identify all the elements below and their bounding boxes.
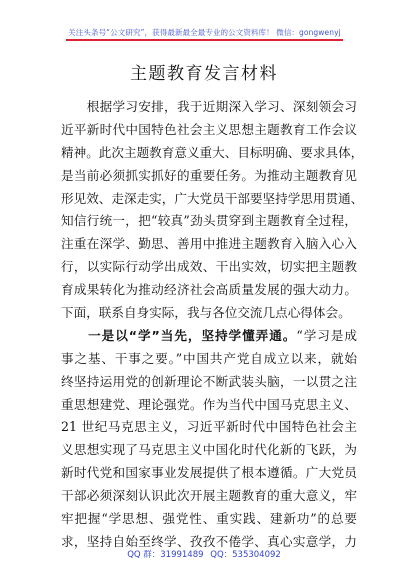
body-line: 重思想建党、理论强党。作为当代中国马克思主义、 bbox=[61, 396, 357, 412]
body-line: 牢把握“学思想、强党性、重实践、建新功”的总要 bbox=[61, 511, 357, 527]
body-line: 知信行统一，把“较真”劲头贯穿到主题教育全过程， bbox=[61, 213, 357, 229]
section-heading-tail: “学习是成 bbox=[296, 327, 357, 343]
document-title: 主题教育发言材料 bbox=[130, 64, 278, 84]
header-banner: 关注头条号“公文研究”，获得最新最全最专业的公文资料库！ 微信：gongwenyj bbox=[66, 26, 343, 40]
body-line: 近平新时代中国特色社会主义思想主题教育工作会议 bbox=[61, 121, 357, 137]
body-line: 事之基、干事之要。”中国共产党自成立以来，就始 bbox=[61, 350, 357, 366]
body-line: 下面，联系自身实际，我与各位交流几点心得体会。 bbox=[61, 305, 351, 321]
body-line: 是当前必须抓实抓好的重要任务。为推动主题教育见 bbox=[61, 167, 357, 183]
footer-qq: QQ：535304092 bbox=[210, 550, 281, 560]
body-line: 精神。此次主题教育意义重大、目标明确、要求具体， bbox=[61, 144, 364, 160]
section-heading-line bbox=[61, 325, 357, 348]
body-line: 21 世纪马克思主义，习近平新时代中国特色社会主 bbox=[61, 419, 357, 435]
body-line: 终坚持运用党的创新理论不断武装头脑，一以贯之注 bbox=[61, 373, 357, 389]
body-line: 注重在深学、勤思、善用中推进主题教育入脑入心入 bbox=[61, 236, 357, 252]
body-line: 求，坚持自始至终学、孜孜不倦学、真心实意学，力 bbox=[61, 533, 357, 549]
body-line: 行，以实际行动学出成效、干出实效，切实把主题教 bbox=[61, 259, 357, 275]
header-divider bbox=[66, 40, 343, 41]
body-line: 形见效、走深走实，广大党员干部要坚持学思用贯通、 bbox=[61, 190, 364, 206]
footer-contact bbox=[0, 549, 408, 561]
body-line: 育成果转化为推动经济社会高质量发展的强大动力。 bbox=[61, 282, 357, 298]
body-line: 义思想实现了马克思主义中国化时代化新的飞跃，为 bbox=[61, 442, 357, 458]
body-line: 干部必须深刻认识此次开展主题教育的重大意义，牢 bbox=[61, 488, 357, 504]
footer-qq-group: QQ 群：31991489 bbox=[127, 550, 204, 560]
body-line: 新时代党和国家事业发展提供了根本遵循。广大党员 bbox=[61, 465, 357, 481]
body-line: 根据学习安排，我于近期深入学习、深刻领会习 bbox=[61, 99, 357, 114]
section-heading: 一是以“学”当先，坚持学懂弄通。 bbox=[61, 327, 297, 343]
document-body bbox=[61, 96, 364, 554]
